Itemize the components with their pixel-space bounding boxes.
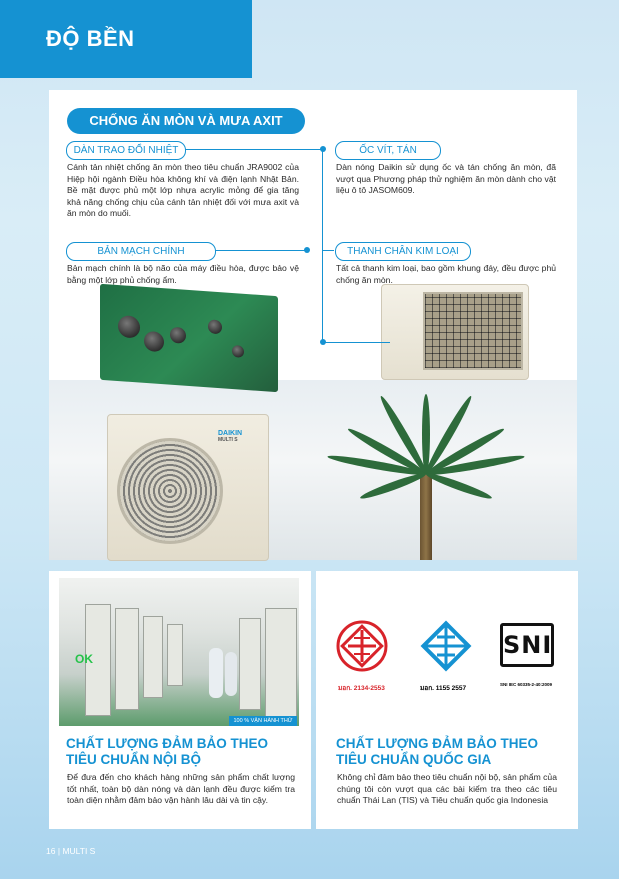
page-title: ĐỘ BỀN xyxy=(46,26,135,51)
factory-photo xyxy=(59,578,299,726)
footer-product: MULTI S xyxy=(62,846,96,856)
label-heat-exchanger: DÀN TRAO ĐỔI NHIỆT xyxy=(66,141,186,160)
palm-trunk xyxy=(420,470,432,560)
national-text: Không chỉ đảm bảo theo tiêu chuẩn nội bộ, sản phẩm của chúng tôi còn vượt qua các bài kiểm tra theo các tiêu chuẩn Thái Lan (TIS) và Tiêu chuẩn quốc gia Indonesia xyxy=(337,772,557,805)
connector-line xyxy=(322,149,323,343)
connector-line xyxy=(215,250,307,251)
internal-title: CHẤT LƯỢNG ĐẢM BẢO THEO TIÊU CHUẨN NỘI BỘ xyxy=(66,736,268,767)
connector-dot xyxy=(304,247,310,253)
label-main-board: BẢN MẠCH CHÍNH xyxy=(66,242,216,261)
heat-exchanger-grille xyxy=(423,292,523,370)
page-footer xyxy=(46,846,95,856)
connector-line xyxy=(185,149,323,150)
tis-blue-caption: มอก. 1155 2557 xyxy=(420,685,467,692)
connector-dot xyxy=(320,146,326,152)
sni-mark: SNI xyxy=(500,623,554,667)
section-title-corrosion: CHỐNG ĂN MÒN VÀ MƯA AXIT xyxy=(67,108,305,134)
text-metal-legs: Tất cả thanh kim loại, bao gồm khung đáy, đều được phủ chống ăn mòn. xyxy=(336,263,556,285)
brand-label: DAIKIN MULTI S xyxy=(218,430,243,443)
connector-line xyxy=(322,342,390,343)
page-number: 16 xyxy=(46,846,56,856)
text-main-board: Bản mạch chính là bộ não của máy điều hòa, được bảo vệ bằng một lớp phủ chống ẩm. xyxy=(67,263,299,285)
tis-red-logo xyxy=(336,620,388,672)
text-heat-exchanger: Cánh tản nhiệt chống ăn mòn theo tiêu chuẩn JRA9002 của Hiệp hội ngành Điều hòa không khí và điện lạnh Nhật Bản. Bề mặt được phủ một lớp nhựa acrylic mỏng để gia tăng khả năng chống chịu của cánh tản nhiệt đối với mưa axit và ăn mòn do muối. xyxy=(67,162,299,218)
text-screws: Dàn nóng Daikin sử dụng ốc và tán chống ăn mòn, đã vượt qua Phương pháp thử nghiệm ăn mòn dành cho vật liệu ô tô JASOM609. xyxy=(336,162,556,195)
connector-dot xyxy=(320,339,326,345)
fan-grille xyxy=(117,438,223,544)
ok-sign: OK xyxy=(75,652,93,666)
connector-line xyxy=(322,250,334,251)
national-title: CHẤT LƯỢNG ĐẢM BẢO THEO TIÊU CHUẨN QUỐC GIA xyxy=(336,736,538,767)
tis-red-caption: มอก. 2134-2553 xyxy=(338,685,385,692)
test-run-badge: 100 % VẬN HÀNH THỬ xyxy=(229,716,297,726)
circuit-board-image xyxy=(100,284,278,392)
sni-caption: SNI IEC 60335-2-40:2009 xyxy=(500,682,553,687)
tis-blue-logo xyxy=(420,620,472,672)
internal-text: Để đưa đến cho khách hàng những sản phẩm chất lượng tốt nhất, toàn bộ dàn nóng và dàn lạnh đều được kiểm tra toàn diện nhằm đảm bảo vận hành lâu dài và tin cậy. xyxy=(67,772,295,805)
sni-logo xyxy=(500,623,554,677)
label-screws: ỐC VÍT, TÁN xyxy=(335,141,441,160)
label-metal-legs: THANH CHÂN KIM LOẠI xyxy=(335,242,471,261)
footer-separator: | xyxy=(57,846,61,856)
